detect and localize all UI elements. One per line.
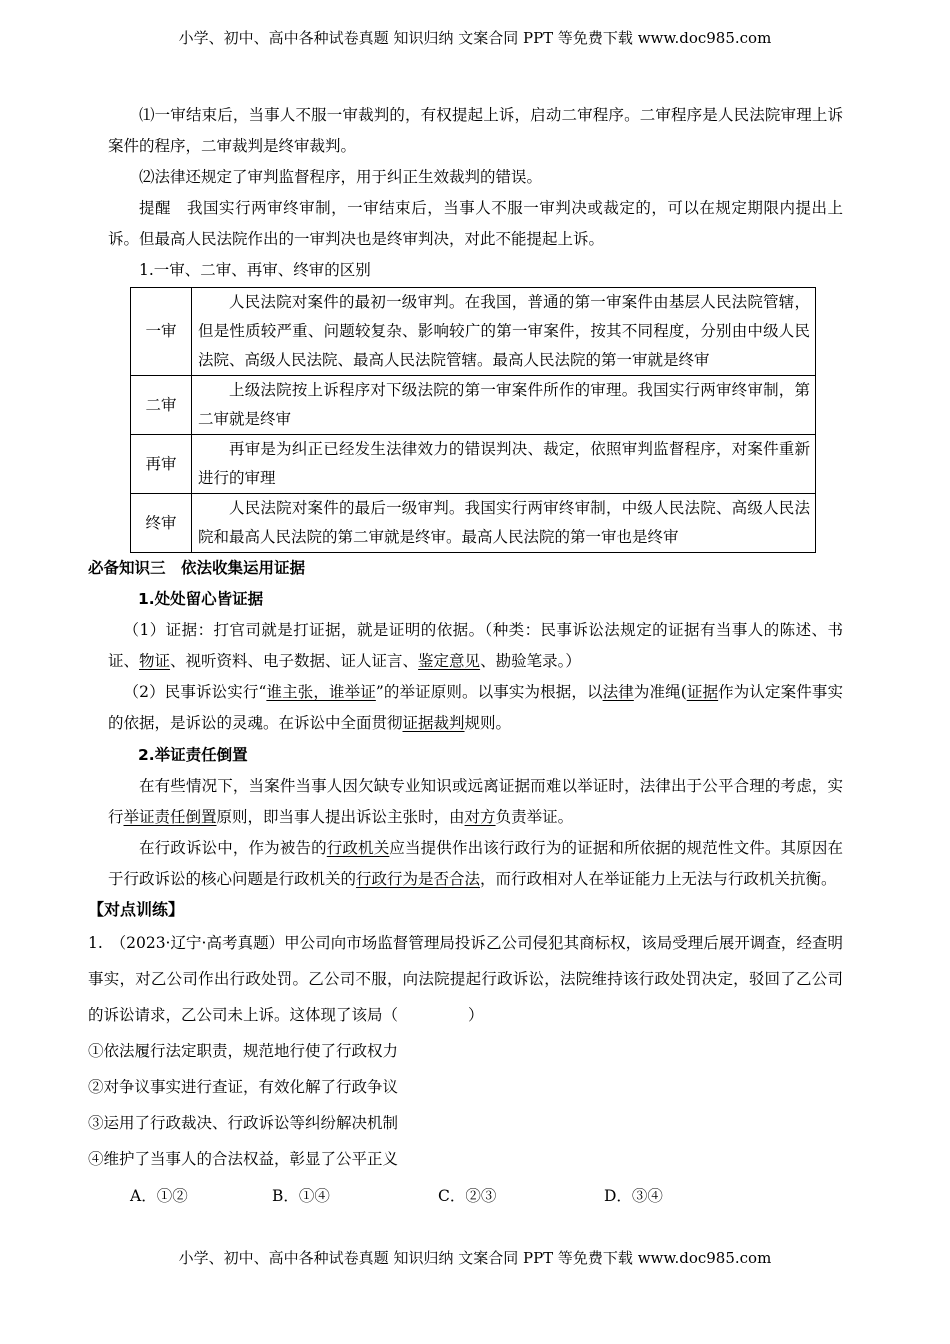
underlined-term: 物证 xyxy=(139,652,171,670)
document-body xyxy=(88,100,843,1211)
practice-question: 1. （2023·辽宁·高考真题）甲公司向市场监督管理局投诉乙公司侵犯其商标权，该局受理后展开调查，经查明事实，对乙公司作出行政处罚。乙公司不服，向法院提起行政诉讼，法院维持该行政处罚决定，驳回了乙公司的诉讼请求，乙公司未上诉。这体现了该局（ ） xyxy=(88,934,843,1024)
choice-a[interactable]: A．①② xyxy=(130,1187,188,1205)
trial-comparison-table xyxy=(130,287,816,553)
underlined-term: 行政机关 xyxy=(326,839,390,857)
underlined-term: 证据裁判 xyxy=(402,714,465,732)
page-footer: 小学、初中、高中各种试卷真题 知识归纳 文案合同 PPT 等免费下载 www.doc985.com xyxy=(178,1249,772,1267)
underlined-term: 法律 xyxy=(602,683,634,701)
question-option: ①依法履行法定职责，规范地行使了行政权力 xyxy=(88,1042,399,1060)
trial-description: 上级法院按上诉程序对下级法院的第一审案件所作的审理。我国实行两审终审制，第二审就是终审 xyxy=(192,376,816,435)
table-title: 1.一审、二审、再审、终审的区别 xyxy=(139,261,371,279)
intro-paragraph-1: ⑴一审结束后，当事人不服一审裁判的，有权提起上诉，启动二审程序。二审程序是人民法院审理上诉案件的程序，二审裁判是终审裁判。 xyxy=(108,106,843,155)
question-option: ④维护了当事人的合法权益，彰显了公平正义 xyxy=(88,1150,399,1168)
trial-description: 人民法院对案件的最后一级审判。我国实行两审终审制，中级人民法院、高级人民法院和最高人民法院的第二审就是终审。最高人民法院的第一审也是终审 xyxy=(192,494,816,553)
reminder-paragraph: 提醒 我国实行两审终审制，一审结束后，当事人不服一审判决或裁定的，可以在规定期限内提出上诉。但最高人民法院作出的一审判决也是终审判决，对此不能提起上诉。 xyxy=(108,199,843,248)
subsection-title-evidence: 1.处处留心皆证据 xyxy=(138,590,264,608)
principle-paragraph: （2）民事诉讼实行“谁主张，谁举证”的举证原则。以事实为根据，以法律为准绳(证据作为认定案件事实的依据，是诉讼的灵魂。在诉讼中全面贯彻证据裁判规则。 xyxy=(108,683,843,732)
section-title: 必备知识三 依法收集运用证据 xyxy=(88,559,306,577)
page-header: 小学、初中、高中各种试卷真题 知识归纳 文案合同 PPT 等免费下载 www.doc985.com xyxy=(178,29,772,47)
underlined-term: 谁主张，谁举证 xyxy=(266,683,376,701)
underlined-term: 对方 xyxy=(464,808,496,826)
practice-title: 【对点训练】 xyxy=(88,900,185,919)
question-option: ②对争议事实进行查证，有效化解了行政争议 xyxy=(88,1078,399,1096)
choice-c[interactable]: C．②③ xyxy=(438,1187,497,1205)
admin-litigation-paragraph: 在行政诉讼中，作为被告的行政机关应当提供作出该行政行为的证据和所依据的规范性文件。其原因在于行政诉讼的核心问题是行政机关的行政行为是否合法，而行政相对人在举证能力上无法与行政机关抗衡。 xyxy=(108,839,843,888)
inversion-paragraph: 在有些情况下，当案件当事人因欠缺专业知识或远离证据而难以举证时，法律出于公平合理的考虑，实行举证责任倒置原则，即当事人提出诉讼主张时，由对方负责举证。 xyxy=(108,777,843,826)
trial-description: 人民法院对案件的最初一级审判。在我国，普通的第一审案件由基层人民法院管辖，但是性质较严重、问题较复杂、影响较广的第一审案件，按其不同程度，分别由中级人民法院、高级人民法院、最高人民法院管辖。最高人民法院的第一审就是终审 xyxy=(192,288,816,376)
choice-d[interactable]: D．③④ xyxy=(604,1187,663,1205)
intro-paragraph-2: ⑵法律还规定了审判监督程序，用于纠正生效裁判的错误。 xyxy=(139,168,543,186)
trial-name: 一审 xyxy=(131,288,192,376)
trial-name: 终审 xyxy=(131,494,192,553)
choice-b[interactable]: B．①④ xyxy=(272,1187,330,1205)
table-row xyxy=(131,494,816,553)
table-row xyxy=(131,288,816,376)
evidence-paragraph: （1）证据：打官司就是打证据，就是证明的依据。（种类：民事诉讼法规定的证据有当事人的陈述、书证、物证、视听资料、电子数据、证人证言、鉴定意见、勘验笔录。） xyxy=(108,621,843,670)
underlined-term: 行政行为是否合法 xyxy=(356,870,481,888)
subsection-title-inversion: 2.举证责任倒置 xyxy=(138,746,248,764)
trial-name: 二审 xyxy=(131,376,192,435)
underlined-term: 鉴定意见 xyxy=(418,652,481,670)
table-row xyxy=(131,376,816,435)
answer-choices xyxy=(130,1181,843,1211)
table-row xyxy=(131,435,816,494)
trial-description: 再审是为纠正已经发生法律效力的错误判决、裁定，依照审判监督程序，对案件重新进行的审理 xyxy=(192,435,816,494)
underlined-term: 举证责任倒置 xyxy=(123,808,217,826)
question-option: ③运用了行政裁决、行政诉讼等纠纷解决机制 xyxy=(88,1114,399,1132)
underlined-term: 证据 xyxy=(686,683,719,701)
trial-name: 再审 xyxy=(131,435,192,494)
